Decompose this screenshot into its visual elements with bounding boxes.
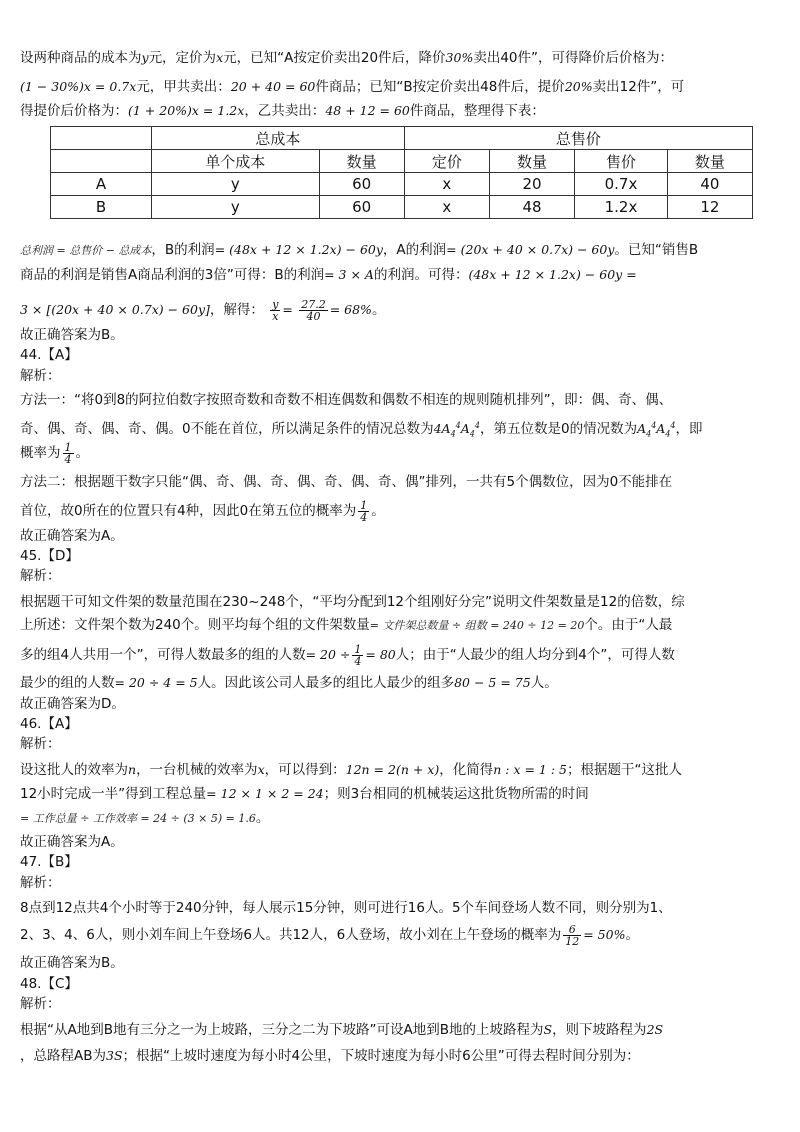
text: ，则下坡路程为 <box>552 1022 647 1038</box>
table-cell: B <box>51 196 152 219</box>
table-cell: 40 <box>667 173 752 196</box>
numerator: y <box>272 297 279 311</box>
denominator: x <box>272 309 279 323</box>
text: ，一台机械的效率为 <box>136 762 258 778</box>
denominator: 12 <box>565 934 580 948</box>
text: 元，定价为 <box>148 50 217 66</box>
question-number: 45.【D】 <box>20 548 79 564</box>
text: 人。 <box>530 675 558 691</box>
text-line <box>20 1046 772 1066</box>
math: 20% <box>564 79 593 94</box>
text: 商品的利润是销售A商品利润的3倍”可得：B的利润 <box>20 267 325 283</box>
math: (1 − 30%)x = 0.7x <box>20 79 137 94</box>
table-cell: A <box>51 173 152 196</box>
question-number: 46.【A】 <box>20 716 78 732</box>
text: ，即 <box>675 421 703 438</box>
text: 奇、偶、奇、偶、奇、偶。0不能在首位，所以满足条件的情况总数为 <box>20 421 434 438</box>
math: = (48x + 12 × 1.2x) − 60y <box>214 242 383 257</box>
table-row <box>51 173 753 196</box>
text: 12小时完成一半”得到工程总量 <box>20 786 207 802</box>
math: = 3 × A <box>324 267 374 282</box>
text-line: 方法一：“将0到8的阿拉伯数字按照奇数和奇数不相连偶数和偶数不相连的规则随机排列”，即：偶、奇、偶、 <box>20 392 673 408</box>
text: ，解得： <box>209 302 264 318</box>
text: ，可以得到： <box>264 762 346 778</box>
math: 12n = 2(n + x) <box>345 762 440 777</box>
text: 总利润 = 总售价 − 总成本 <box>20 244 152 257</box>
table-cell: 0.7x <box>575 173 668 196</box>
numerator: 1 <box>360 498 368 512</box>
text: 。 <box>625 927 639 943</box>
math: = 20 ÷ 4 = 5 <box>114 675 198 690</box>
text-line <box>20 808 772 829</box>
text: 元，已知“A按定价卖出20件后，降价 <box>223 50 446 66</box>
table-header: 售价 <box>575 150 668 173</box>
math: (48x + 12 × 1.2x) − 60y = <box>468 267 637 282</box>
answer-line: 故正确答案为A。 <box>20 528 124 544</box>
table-cell <box>51 150 152 173</box>
text: ，乙共卖出： <box>244 103 326 119</box>
math: $4A_4^4A_4^4$ <box>433 421 480 439</box>
table-header: 单个成本 <box>152 150 320 173</box>
math: = 68% <box>329 302 372 317</box>
math: = 工作总量 ÷ 工作效率 = 24 ÷ (3 × 5) = 1.6 <box>20 812 256 825</box>
table-row <box>51 196 753 219</box>
text: 件商品，整理得下表： <box>409 103 545 119</box>
text-line: 概率为 $\frac{1}{4}$ 。 <box>20 440 89 466</box>
text: ；根据题干“这批人 <box>566 762 682 778</box>
math: x <box>257 762 265 777</box>
denominator: 4 <box>360 510 368 524</box>
text: 人；由于“人最少的组人均分到4个”，可得人数 <box>395 647 675 663</box>
text-line <box>20 1020 772 1040</box>
analysis-label: 解析： <box>20 875 61 891</box>
numerator: 1 <box>64 440 72 454</box>
table-cell: 1.2x <box>575 196 668 219</box>
text: 元，甲共卖出： <box>136 79 231 95</box>
table-cell: 12 <box>667 196 752 219</box>
text: 概率为 <box>20 445 61 461</box>
math: 2S <box>646 1022 664 1037</box>
text-line <box>20 101 772 121</box>
fraction <box>299 299 328 322</box>
text-line <box>20 920 772 950</box>
table-cell: 60 <box>319 196 404 219</box>
text-line <box>20 784 772 804</box>
fraction <box>63 442 74 465</box>
math: = 文件架总数量 ÷ 组数 = 240 ÷ 12 = 20 <box>369 619 585 632</box>
text: 。 <box>371 503 385 519</box>
table-subheader-row <box>51 150 753 173</box>
text: 个。由于“人最 <box>584 617 673 633</box>
text: 。已知“销售B <box>614 242 699 258</box>
table-header: 总售价 <box>404 127 752 150</box>
math: = (20x + 40 × 0.7x) − 60y <box>446 242 615 257</box>
math: 20 + 40 = 60 <box>230 79 316 94</box>
text: 最少的组的人数 <box>20 675 115 691</box>
text: ，A的利润 <box>382 242 447 258</box>
math: n : x = 1 : 5 <box>493 762 567 777</box>
text: 首位，故0所在的位置只有4种，因此0在第五位的概率为 <box>20 503 357 519</box>
fraction <box>270 299 280 322</box>
numerator: 27.2 <box>301 297 326 311</box>
text-line <box>20 265 772 285</box>
text: ；根据“上坡时速度为每小时4公里，下坡时速度为每小时6公里”可得去程时间分别为： <box>122 1048 640 1064</box>
table-header: 总成本 <box>152 127 405 150</box>
analysis-label: 解析： <box>20 736 61 752</box>
text: 2、3、4、6人，则小刘车间上午登场6人。共12人，6人登场，故小刘在上午登场的概率为 <box>20 927 562 943</box>
answer-line: 故正确答案为D。 <box>20 696 125 712</box>
denominator: 4 <box>64 452 72 466</box>
answer-line: 故正确答案为B。 <box>20 955 124 971</box>
math: = 20 ÷ <box>305 647 351 662</box>
text: 设两种商品的成本为 <box>20 50 142 66</box>
answer-line: 故正确答案为A。 <box>20 834 124 850</box>
table-header: 数量 <box>319 150 404 173</box>
question-number: 47.【B】 <box>20 854 78 870</box>
text-line <box>20 673 772 693</box>
answer-line: 故正确答案为B。 <box>20 327 124 343</box>
table-cell: y <box>152 173 320 196</box>
table-header: 定价 <box>404 150 489 173</box>
text: 的利润。可得： <box>373 267 469 283</box>
text: 卖出40件”，可得降价后价格为： <box>473 50 674 66</box>
math: 3S <box>106 1048 123 1063</box>
text-line <box>20 496 772 526</box>
text: ，B的利润 <box>151 242 215 258</box>
math: S <box>543 1022 553 1037</box>
math: 3 × [(20x + 40 × 0.7x) − 60y] <box>20 302 210 317</box>
numerator: 1 <box>354 642 362 656</box>
math: 30% <box>445 50 474 65</box>
fraction <box>352 644 363 667</box>
denominator: 40 <box>306 309 321 323</box>
math: y <box>141 50 149 65</box>
table-cell: x <box>404 173 489 196</box>
math: = 50% <box>583 927 626 942</box>
table-cell <box>51 127 152 150</box>
math: $A_4^4A_4^4$ <box>637 421 676 439</box>
text-line: 8点到12点共4个小时等于240分钟，每人展示15分钟，则可进行16人。5个车间登场人数不同，则分别为1、 <box>20 900 672 916</box>
text-line <box>20 48 772 68</box>
text: 得提价后价格为： <box>20 103 128 119</box>
text: 件商品；已知“B按定价卖出48件后，提价 <box>315 79 565 95</box>
cost-price-table <box>50 126 753 219</box>
math: n <box>128 762 137 777</box>
text: 人。因此该公司人最多的组比人最少的组多 <box>197 675 455 691</box>
analysis-label: 解析： <box>20 996 61 1012</box>
fraction <box>358 500 369 523</box>
table-cell: 20 <box>489 173 574 196</box>
text-line: 方法二：根据题干数字只能“偶、奇、偶、奇、偶、奇、偶、奇、偶”排列，一共有5个偶数位，因为0不能排在 <box>20 474 673 490</box>
text: ，化简得 <box>439 762 494 778</box>
math: 80 − 5 = 75 <box>454 675 531 690</box>
text: ，第五位数是0的情况数为 <box>479 421 638 438</box>
text: 根据“从A地到B地有三分之一为上坡路，三分之二为下坡路”可设A地到B地的上坡路程为 <box>20 1022 544 1038</box>
math: 48 + 12 = 60 <box>325 103 410 118</box>
text-line: 根据题干可知文件架的数量范围在230~248个，“平均分配到12个组刚好分完”说明文件架数量是12的倍数，综 <box>20 594 685 610</box>
text-line <box>20 240 772 261</box>
question-number: 44.【A】 <box>20 347 78 363</box>
denominator: 4 <box>354 654 362 668</box>
table-header-row <box>51 127 753 150</box>
text: 上所述：文件架个数为240个。则平均每个组的文件架数量 <box>20 617 370 633</box>
math: = 12 × 1 × 2 = 24 <box>206 786 324 801</box>
text-line <box>20 615 772 636</box>
text: 设这批人的效率为 <box>20 762 128 778</box>
text: 多的组4人共用一个”，可得人数最多的组的人数 <box>20 647 306 663</box>
text: 。 <box>255 810 270 826</box>
table-header: 数量 <box>667 150 752 173</box>
analysis-label: 解析： <box>20 568 61 584</box>
text-line <box>20 640 772 670</box>
table-cell: 60 <box>319 173 404 196</box>
analysis-label: 解析： <box>20 368 61 384</box>
question-number: 48.【C】 <box>20 976 78 992</box>
table-header: 数量 <box>489 150 574 173</box>
text: ，总路程AB为 <box>20 1048 106 1064</box>
table-cell: x <box>404 196 489 219</box>
text: 卖出12件”，可 <box>592 79 685 95</box>
fraction <box>563 924 581 947</box>
math: = 80 <box>365 647 396 662</box>
math: (1 + 20%)x = 1.2x <box>128 103 245 118</box>
text-line <box>20 760 772 780</box>
text: ；则3台相同的机械装运这批货物所需的时间 <box>323 786 589 802</box>
numerator: 6 <box>563 924 581 936</box>
text-line: 3 × [(20x + 40 × 0.7x) − 60y]，解得： $\frac{y}{x}$ = $\frac{27.2}{40}$ = 68%。 <box>20 297 386 323</box>
text-line <box>20 77 772 97</box>
table-cell: y <box>152 196 320 219</box>
math: x <box>216 50 224 65</box>
table-cell: 48 <box>489 196 574 219</box>
